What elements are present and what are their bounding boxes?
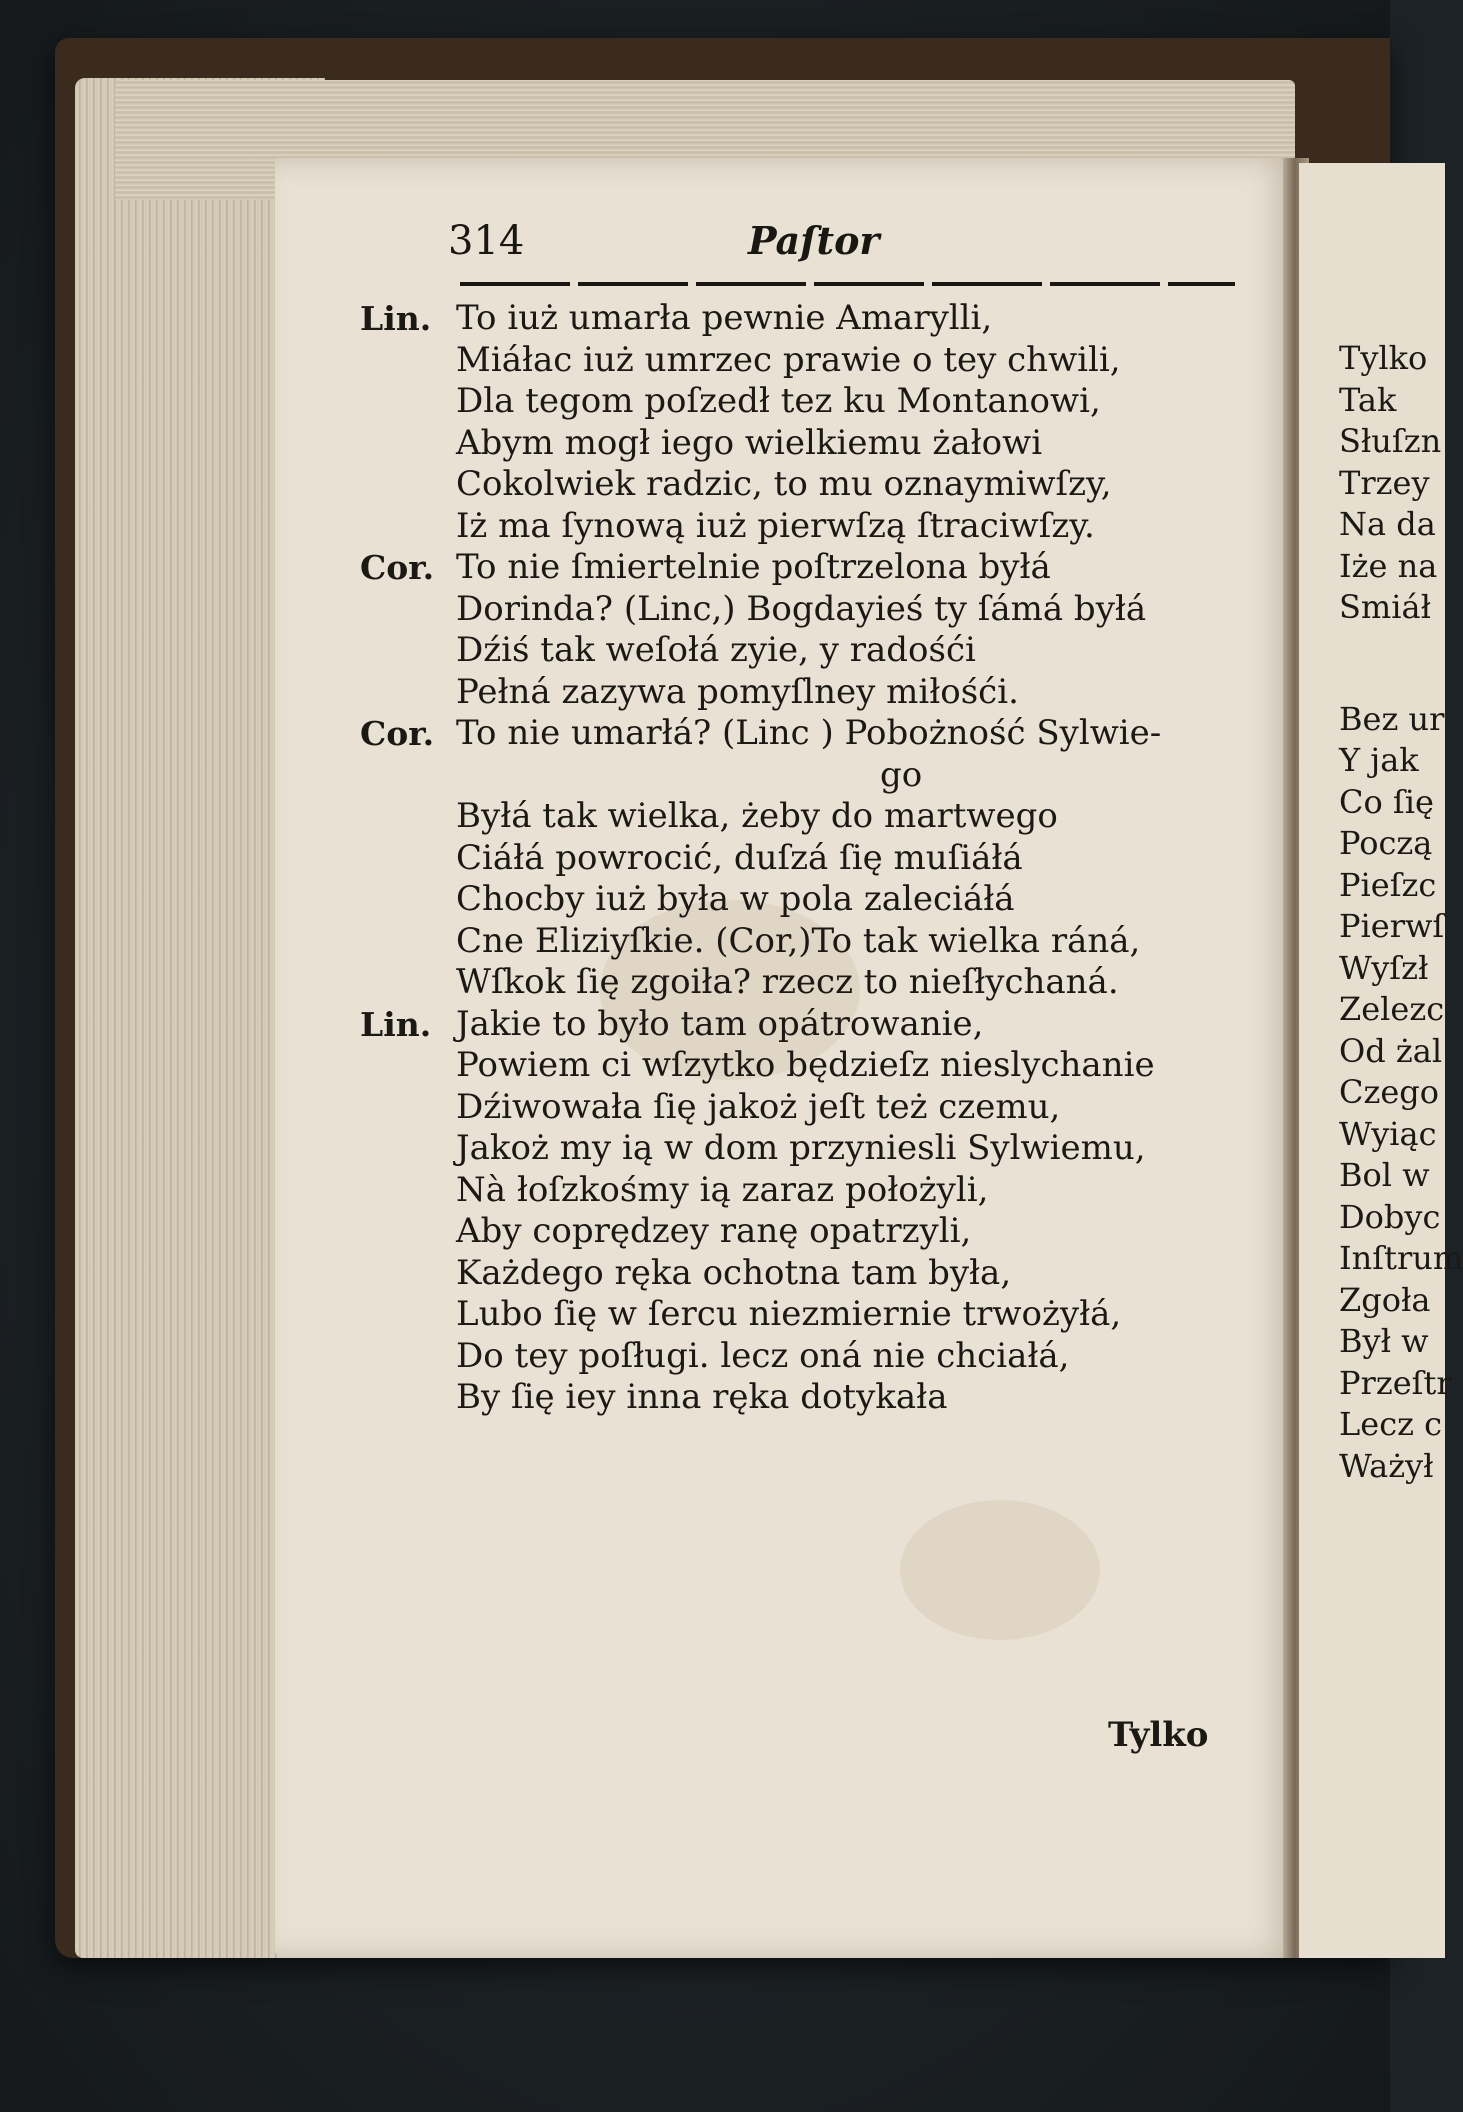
verse-text: Dźiwowała ſię jakoż jeſt też czemu, bbox=[456, 1086, 1061, 1127]
facing-page-line: Pieſzc bbox=[1339, 865, 1437, 904]
facing-page-line: Przeſtr bbox=[1339, 1363, 1452, 1402]
verse-line bbox=[360, 464, 1240, 506]
verse-line bbox=[360, 879, 1240, 921]
verse-line bbox=[360, 1336, 1240, 1378]
facing-page-line: Inſtrum bbox=[1339, 1239, 1463, 1277]
facing-page-gap bbox=[1299, 629, 1445, 699]
facing-page-line: Iże na bbox=[1339, 546, 1438, 585]
facing-page-line: Począ bbox=[1339, 824, 1433, 862]
speaker-label: Lin. bbox=[360, 299, 432, 338]
facing-page-line: Bez ur bbox=[1339, 699, 1445, 738]
verse-text: Dorinda? (Linc,) Bogdayieś ty ſámá byłá bbox=[456, 588, 1147, 629]
verse-line bbox=[360, 506, 1240, 548]
facing-page-line: Słuſzn bbox=[1339, 422, 1442, 460]
verse-line bbox=[360, 1211, 1240, 1253]
verse-text: Jakie to było tam opátrowanie, bbox=[456, 1003, 984, 1044]
facing-page-line: Wyiąc bbox=[1339, 1114, 1437, 1153]
facing-page-line: Tak bbox=[1339, 380, 1397, 419]
verse-line bbox=[360, 796, 1240, 838]
verse-text: To nie umarłá? (Linc ) Pobożność Sylwie- bbox=[456, 713, 1162, 753]
verse-line bbox=[360, 1087, 1240, 1129]
running-head bbox=[448, 218, 1228, 274]
header-rule bbox=[460, 282, 1235, 286]
facing-page-line: Zelezc bbox=[1339, 990, 1445, 1028]
running-head-title: Paſtor bbox=[748, 218, 880, 263]
verse-text: Ciáłá powrocić, duſzá ſię muſiáłá bbox=[456, 837, 1023, 878]
verse-line bbox=[360, 589, 1240, 631]
verse-text: Lubo ſię w ſercu niezmiernie trwożyłá, bbox=[456, 1294, 1122, 1334]
facing-page-line: Tylko bbox=[1339, 339, 1428, 377]
verse-text: Cokolwiek radzic, to mu oznaymiwſzy, bbox=[456, 464, 1112, 504]
verse-text: Chocby iuż była w pola zaleciáłá bbox=[456, 879, 1015, 919]
verse-text: Iż ma ſynową iuż pierwſzą ſtraciwſzy. bbox=[456, 505, 1095, 546]
verse-line bbox=[360, 713, 1240, 755]
verse-line bbox=[360, 1004, 1240, 1046]
paper-stain bbox=[900, 1500, 1100, 1640]
verse-text: Dźiś tak weſołá zyie, y radośći bbox=[456, 630, 976, 670]
facing-page-line: Co ſię bbox=[1339, 782, 1434, 821]
verse-text: Nà łoſzkośmy ią zaraz położyli, bbox=[456, 1169, 989, 1210]
facing-page-line: Pierwſ bbox=[1339, 907, 1445, 945]
facing-page-line: Lecz c bbox=[1339, 1405, 1443, 1443]
verse-line bbox=[360, 755, 1240, 797]
verse-text: Powiem ci wſzytko będzieſz nieslychanie bbox=[456, 1045, 1155, 1085]
catchword: Tylko bbox=[1108, 1715, 1209, 1755]
facing-page-line: Zgoła bbox=[1339, 1280, 1431, 1319]
verse-line bbox=[360, 921, 1240, 963]
verse-text: By ſię iey inna ręka dotykała bbox=[456, 1377, 948, 1417]
verse-text: Wſkok ſię zgoiła? rzecz to nieſłychaná. bbox=[456, 962, 1119, 1002]
facing-page-line: Ważył bbox=[1339, 1446, 1434, 1485]
verse-text: To nie ſmiertelnie poſtrzelona byłá bbox=[456, 547, 1051, 587]
verse-line bbox=[360, 298, 1240, 340]
facing-page-line: Na da bbox=[1339, 505, 1436, 543]
right-page-fragment bbox=[1299, 163, 1463, 1958]
verse-line bbox=[360, 1045, 1240, 1087]
verse-text: Każdego ręka ochotna tam była, bbox=[456, 1252, 1012, 1293]
facing-page-line: Smiáł bbox=[1339, 588, 1431, 626]
speaker-label: Cor. bbox=[360, 548, 435, 587]
facing-page-line: Czego bbox=[1339, 1073, 1440, 1111]
verse-line bbox=[360, 1170, 1240, 1212]
verse-text: Pełná zazywa pomyſlney miłośći. bbox=[456, 671, 1019, 712]
verse-text: Do tey poſługi. lecz oná nie chciałá, bbox=[456, 1335, 1070, 1376]
facing-page-line: Y jak bbox=[1339, 741, 1419, 779]
facing-page-text bbox=[1299, 338, 1463, 1487]
facing-page-line: Bol w bbox=[1339, 1156, 1430, 1194]
facing-page-line: Wyſzł bbox=[1339, 948, 1429, 987]
speaker-label: Cor. bbox=[360, 714, 435, 753]
verse-line bbox=[360, 547, 1240, 589]
verse-text: Byłá tak wielka, żeby do martwego bbox=[456, 796, 1058, 836]
page-number: 314 bbox=[448, 218, 525, 264]
verse-line bbox=[360, 1377, 1240, 1419]
verse-line bbox=[360, 838, 1240, 880]
verse-line bbox=[360, 423, 1240, 465]
facing-page-line: Był w bbox=[1339, 1322, 1429, 1360]
verse-line bbox=[360, 381, 1240, 423]
verse-line bbox=[360, 1253, 1240, 1295]
facing-page-line: Trzey bbox=[1339, 463, 1430, 502]
verse-line bbox=[360, 630, 1240, 672]
speaker-label: Lin. bbox=[360, 1004, 432, 1044]
verse-line bbox=[360, 672, 1240, 714]
facing-page-line: Od żal bbox=[1339, 1031, 1443, 1070]
verse-text: Abym mogł iego wielkiemu żałowi bbox=[456, 422, 1043, 463]
verse-text: Dla tegom poſzedł tez ku Montanowi, bbox=[456, 381, 1101, 421]
verse-text: To iuż umarła pewnie Amarylli, bbox=[456, 298, 993, 338]
verse-line bbox=[360, 1294, 1240, 1336]
verse-line bbox=[360, 962, 1240, 1004]
verse-text: Miáłac iuż umrzec prawie o tey chwili, bbox=[456, 339, 1121, 380]
verse-text: Aby coprędzey ranę opatrzyli, bbox=[456, 1211, 972, 1251]
verse-text: Jakoż my ią w dom przyniesli Sylwiemu, bbox=[456, 1128, 1146, 1168]
verse-line bbox=[360, 340, 1240, 382]
facing-page-line: Dobyc bbox=[1339, 1197, 1441, 1236]
verse-body bbox=[360, 298, 1240, 1419]
verse-line bbox=[360, 1128, 1240, 1170]
verse-text: Cne Eliziyſkie. (Cor,)To tak wielka ráná, bbox=[456, 920, 1141, 961]
verse-text: go bbox=[880, 754, 923, 795]
